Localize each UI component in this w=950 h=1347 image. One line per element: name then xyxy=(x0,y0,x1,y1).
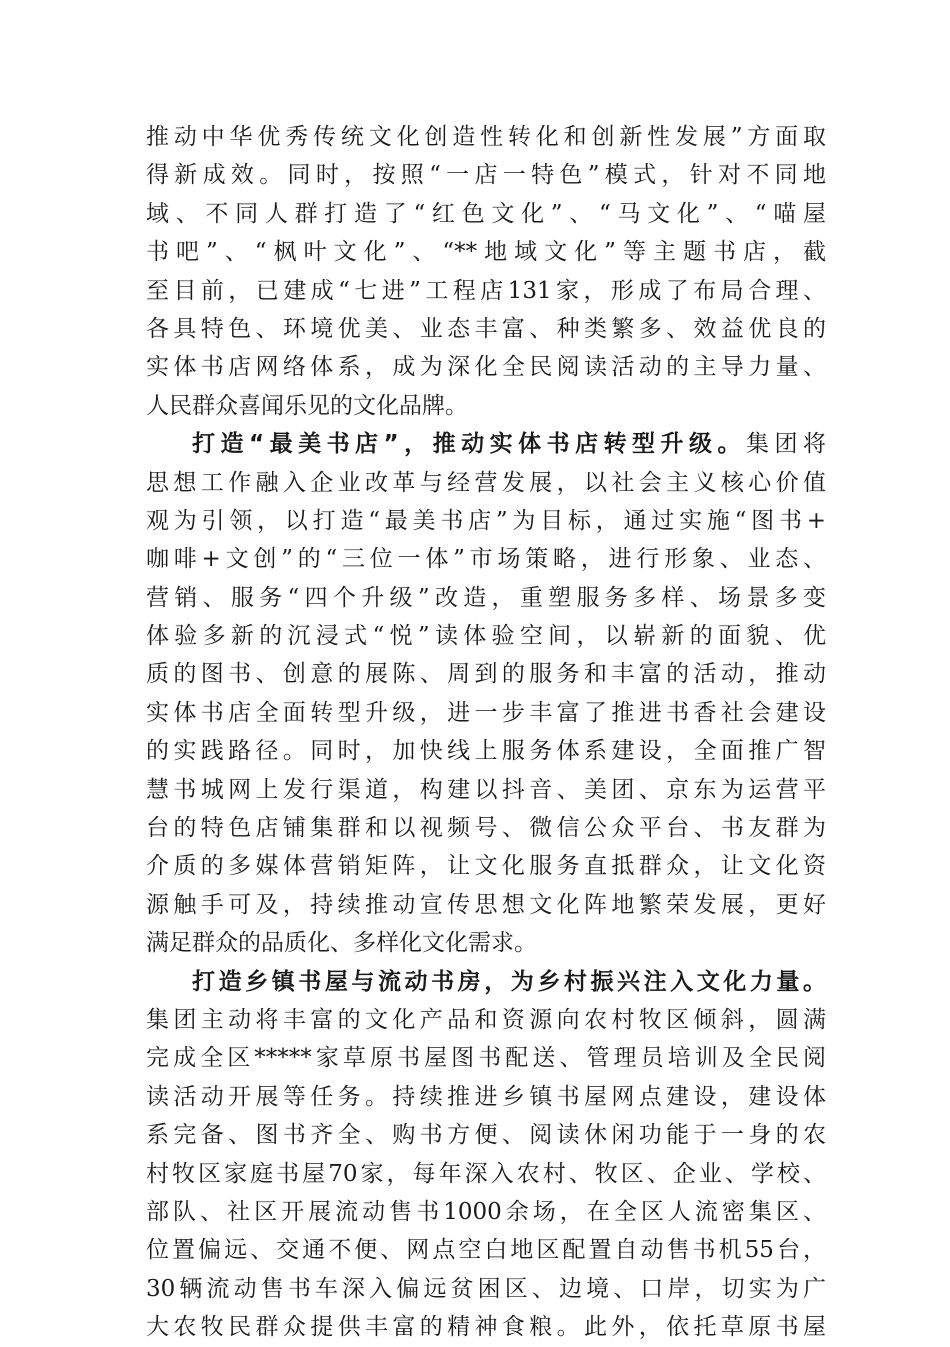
text-line xyxy=(146,809,826,847)
line-text: 慧书城网上发行渠道，构建以抖音、美团、京东为运营平 xyxy=(146,776,826,803)
paragraph-heading-line xyxy=(146,425,826,463)
text-line xyxy=(146,732,826,770)
text-line xyxy=(146,387,826,425)
line-text: 书吧”、“枫叶文化”、“**地域文化”等主题书店，截 xyxy=(146,239,826,266)
line-text: 观为引领，以打造“最美书店”为目标，通过实施“图书+ xyxy=(146,507,826,534)
line-text: 思想工作融入企业改革与经营发展，以社会主义核心价值 xyxy=(146,469,826,496)
line-text: 大农牧民群众提供丰富的精神食粮。此外，依托草原书屋 xyxy=(146,1314,826,1341)
line-text: 的实践路径。同时，加快线上服务体系建设，全面推广智 xyxy=(146,738,826,765)
text-line xyxy=(146,1078,826,1116)
text-line xyxy=(146,195,826,233)
line-text: 营销、服务“四个升级”改造，重塑服务多样、场景多变 xyxy=(146,584,826,611)
line-text: 人民群众喜闻乐见的文化品牌。 xyxy=(146,392,468,419)
line-text: 推动中华优秀传统文化创造性转化和创新性发展”方面取 xyxy=(146,124,826,150)
text-line xyxy=(146,1270,826,1308)
line-text: 部队、社区开展流动售书1000余场，在全区人流密集区、 xyxy=(146,1198,826,1225)
section-heading: 打造乡镇书屋与流动书房，为乡村振兴注入文化力量。 xyxy=(192,968,826,995)
line-text: 得新成效。同时，按照“一店一特色”模式，针对不同地 xyxy=(146,162,826,189)
line-text: 源触手可及，持续推动宣传思想文化阵地繁荣发展，更好 xyxy=(146,891,826,918)
body-text xyxy=(146,118,826,1347)
line-text: 体验多新的沉浸式“悦”读体验空间，以崭新的面貌、优 xyxy=(146,623,826,650)
text-line xyxy=(146,1116,826,1154)
text-line xyxy=(146,655,826,693)
line-text: 完成全区*****家草原书屋图书配送、管理员培训及全民阅 xyxy=(146,1045,826,1072)
line-text: 质的图书、创意的展陈、周到的服务和丰富的活动，推动 xyxy=(146,661,826,688)
line-text: 村牧区家庭书屋70家，每年深入农村、牧区、企业、学校、 xyxy=(146,1160,826,1187)
text-line xyxy=(146,847,826,885)
text-line xyxy=(146,1001,826,1039)
paragraph-heading-line xyxy=(146,963,826,1001)
text-line xyxy=(146,694,826,732)
line-text: 域、不同人群打造了“红色文化”、“马文化”、“喵屋 xyxy=(146,200,826,227)
text-line xyxy=(146,924,826,962)
text-line xyxy=(146,233,826,271)
text-line xyxy=(146,540,826,578)
line-text: 台的特色店铺集群和以视频号、微信公众平台、书友群为 xyxy=(146,815,826,842)
text-line xyxy=(146,1308,826,1346)
line-text: 满足群众的品质化、多样化文化需求。 xyxy=(146,930,537,957)
text-line xyxy=(146,272,826,310)
text-line xyxy=(146,156,826,194)
text-line xyxy=(146,348,826,386)
line-text: 系完备、图书齐全、购书方便、阅读休闲功能于一身的农 xyxy=(146,1122,826,1149)
text-line xyxy=(146,886,826,924)
text-line xyxy=(146,1231,826,1269)
line-text: 至目前，已建成“七进”工程店131家，形成了布局合理、 xyxy=(146,277,826,304)
text-line xyxy=(146,118,826,156)
line-text: 集团主动将丰富的文化产品和资源向农村牧区倾斜，圆满 xyxy=(146,1006,826,1033)
line-text: 30辆流动售书车深入偏远贫困区、边境、口岸，切实为广 xyxy=(146,1275,826,1302)
text-line xyxy=(146,464,826,502)
section-heading: 打造“最美书店”，推动实体书店转型升级。 xyxy=(192,431,747,458)
line-text: 集团将 xyxy=(746,431,827,458)
text-line xyxy=(146,502,826,540)
text-line xyxy=(146,1039,826,1077)
line-text: 位置偏远、交通不便、网点空白地区配置自动售书机55台， xyxy=(146,1237,826,1264)
text-line xyxy=(146,310,826,348)
line-text: 各具特色、环境优美、业态丰富、种类繁多、效益优良的 xyxy=(146,315,826,342)
text-line xyxy=(146,617,826,655)
line-text: 介质的多媒体营销矩阵，让文化服务直抵群众，让文化资 xyxy=(146,853,826,880)
line-text: 实体书店全面转型升级，进一步丰富了推进书香社会建设 xyxy=(146,699,826,726)
text-line xyxy=(146,579,826,617)
text-line xyxy=(146,771,826,809)
line-text: 咖啡+文创”的“三位一体”市场策略，进行形象、业态、 xyxy=(146,546,826,573)
text-line xyxy=(146,1193,826,1231)
text-line xyxy=(146,1155,826,1193)
line-text: 实体书店网络体系，成为深化全民阅读活动的主导力量、 xyxy=(146,354,826,381)
line-text: 读活动开展等任务。持续推进乡镇书屋网点建设，建设体 xyxy=(146,1083,826,1110)
